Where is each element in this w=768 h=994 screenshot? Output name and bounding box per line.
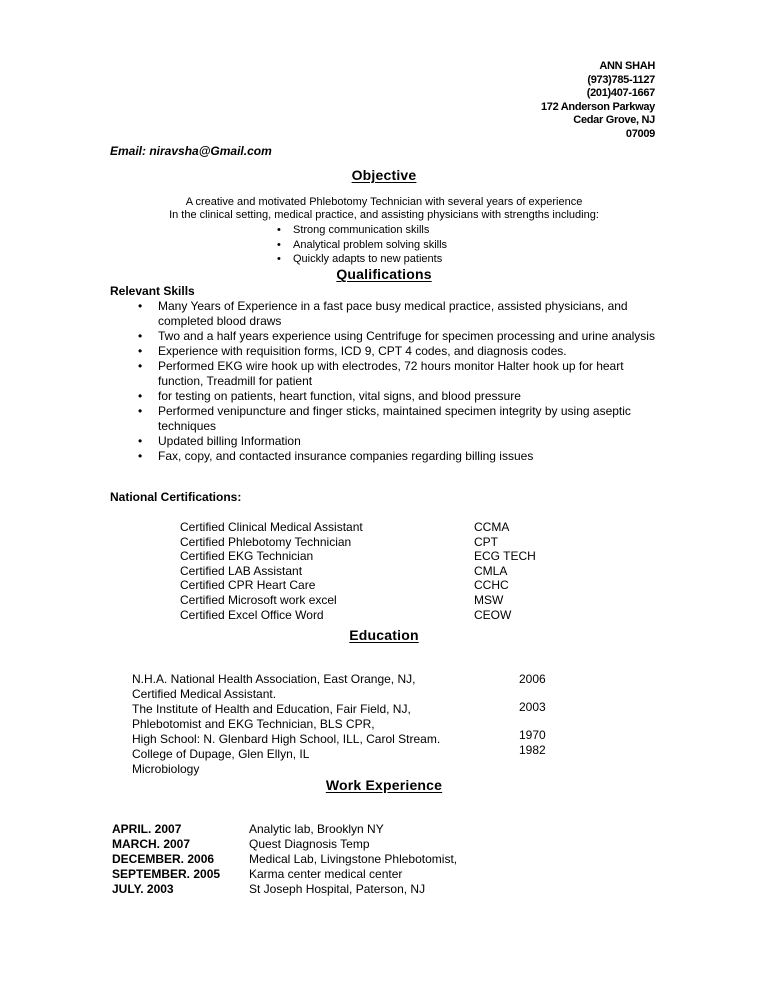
list-item: • Updated billing Information (138, 434, 663, 449)
work-date: SEPTEMBER. 2005 (112, 867, 221, 881)
cert-abbreviation: CPT (474, 534, 498, 549)
education-year: 1970 (519, 728, 546, 742)
list-item: • Two and a half years experience using Centrifuge for specimen processing and urine analysis (138, 329, 663, 344)
cert-name: Certified Phlebotomy Technician (180, 534, 352, 549)
certifications-table (180, 520, 580, 622)
cert-row (180, 564, 580, 579)
cert-abbreviation: MSW (474, 592, 504, 607)
street-address: 172 Anderson Parkway (540, 100, 655, 113)
education-line: Phlebotomist and EKG Technician, BLS CPR, (132, 717, 375, 731)
work-experience-heading: Work Experience (325, 777, 443, 793)
cert-abbreviation: CMLA (474, 563, 508, 578)
work-date: JULY. 2003 (112, 882, 174, 896)
cert-name: Certified Microsoft work excel (180, 592, 337, 607)
objective-strengths-list (277, 223, 447, 267)
list-item: • Performed EKG wire hook up with electrodes, 72 hours monitor Halter hook up for heart function, Treadmill for patient (138, 359, 663, 389)
relevant-skills-heading: Relevant Skills (110, 284, 195, 298)
education-heading: Education (349, 627, 419, 643)
education-year: 2006 (519, 672, 546, 686)
cert-row (180, 608, 580, 623)
skills-list (138, 299, 663, 464)
objective-line-1: A creative and motivated Phlebotomy Technician with several years of experience (185, 196, 583, 208)
list-item: • for testing on patients, heart function, vital signs, and blood pressure (138, 389, 663, 404)
cert-abbreviation: ECG TECH (474, 549, 536, 564)
cert-name: Certified EKG Technician (180, 549, 314, 564)
cert-row (180, 520, 580, 535)
certifications-heading: National Certifications: (110, 490, 242, 504)
cert-name: Certified Clinical Medical Assistant (180, 520, 363, 534)
work-date: APRIL. 2007 (112, 822, 182, 836)
work-description: Quest Diagnosis Temp (249, 837, 370, 851)
cert-row (180, 535, 580, 550)
cert-row (180, 549, 580, 564)
phone-primary: (973)785-1127 (587, 73, 655, 86)
list-item: • Analytical problem solving skills (277, 238, 447, 253)
objective-line-2: In the clinical setting, medical practice, and assisting physicians with strengths including: (169, 209, 599, 221)
work-date: DECEMBER. 2006 (112, 852, 215, 866)
cert-abbreviation: CEOW (474, 607, 512, 622)
cert-abbreviation: CCHC (474, 578, 509, 593)
objective-heading: Objective (351, 167, 417, 183)
cert-abbreviation: CCMA (474, 520, 510, 534)
qualifications-heading: Qualifications (336, 266, 432, 282)
cert-row (180, 578, 580, 593)
list-item: • Performed venipuncture and finger sticks, maintained specimen integrity by using aseptic techniques (138, 404, 663, 434)
phone-secondary: (201)407-1667 (586, 87, 655, 99)
list-item: • Experience with requisition forms, ICD 9, CPT 4 codes, and diagnosis codes. (138, 344, 663, 359)
education-line: High School: N. Glenbard High School, ILL, Carol Stream. (132, 732, 441, 746)
education-line: Certified Medical Assistant. (132, 687, 277, 701)
education-line: College of Dupage, Glen Ellyn, IL (132, 747, 310, 761)
zip-code: 07009 (625, 127, 655, 140)
work-date: MARCH. 2007 (112, 837, 191, 851)
list-item: • Strong communication skills (277, 223, 447, 238)
applicant-name: ANN SHAH (599, 60, 655, 72)
cert-row (180, 593, 580, 608)
work-description: Medical Lab, Livingstone Phlebotomist, (249, 852, 458, 866)
cert-name: Certified CPR Heart Care (180, 578, 316, 593)
work-description: Analytic lab, Brooklyn NY (249, 822, 384, 836)
education-year: 1982 (519, 743, 546, 757)
list-item: • Fax, copy, and contacted insurance companies regarding billing issues (138, 449, 663, 464)
education-year: 2003 (519, 700, 546, 714)
list-item: • Many Years of Experience in a fast pace busy medical practice, assisted physicians, and completed blood draws (138, 299, 663, 329)
work-description: St Joseph Hospital, Paterson, NJ (249, 882, 426, 896)
education-details (132, 672, 552, 777)
education-line: N.H.A. National Health Association, East Orange, NJ, (132, 672, 416, 686)
cert-name: Certified LAB Assistant (180, 563, 303, 578)
list-item: • Quickly adapts to new patients (277, 252, 447, 267)
education-line: Microbiology (132, 762, 200, 776)
email-address: Email: niravsha@Gmail.com (110, 144, 272, 158)
work-description: Karma center medical center (249, 867, 403, 881)
city-state: Cedar Grove, NJ (573, 114, 655, 126)
contact-block (541, 60, 655, 141)
education-line: The Institute of Health and Education, Fair Field, NJ, (132, 702, 411, 716)
cert-name: Certified Excel Office Word (180, 607, 324, 622)
